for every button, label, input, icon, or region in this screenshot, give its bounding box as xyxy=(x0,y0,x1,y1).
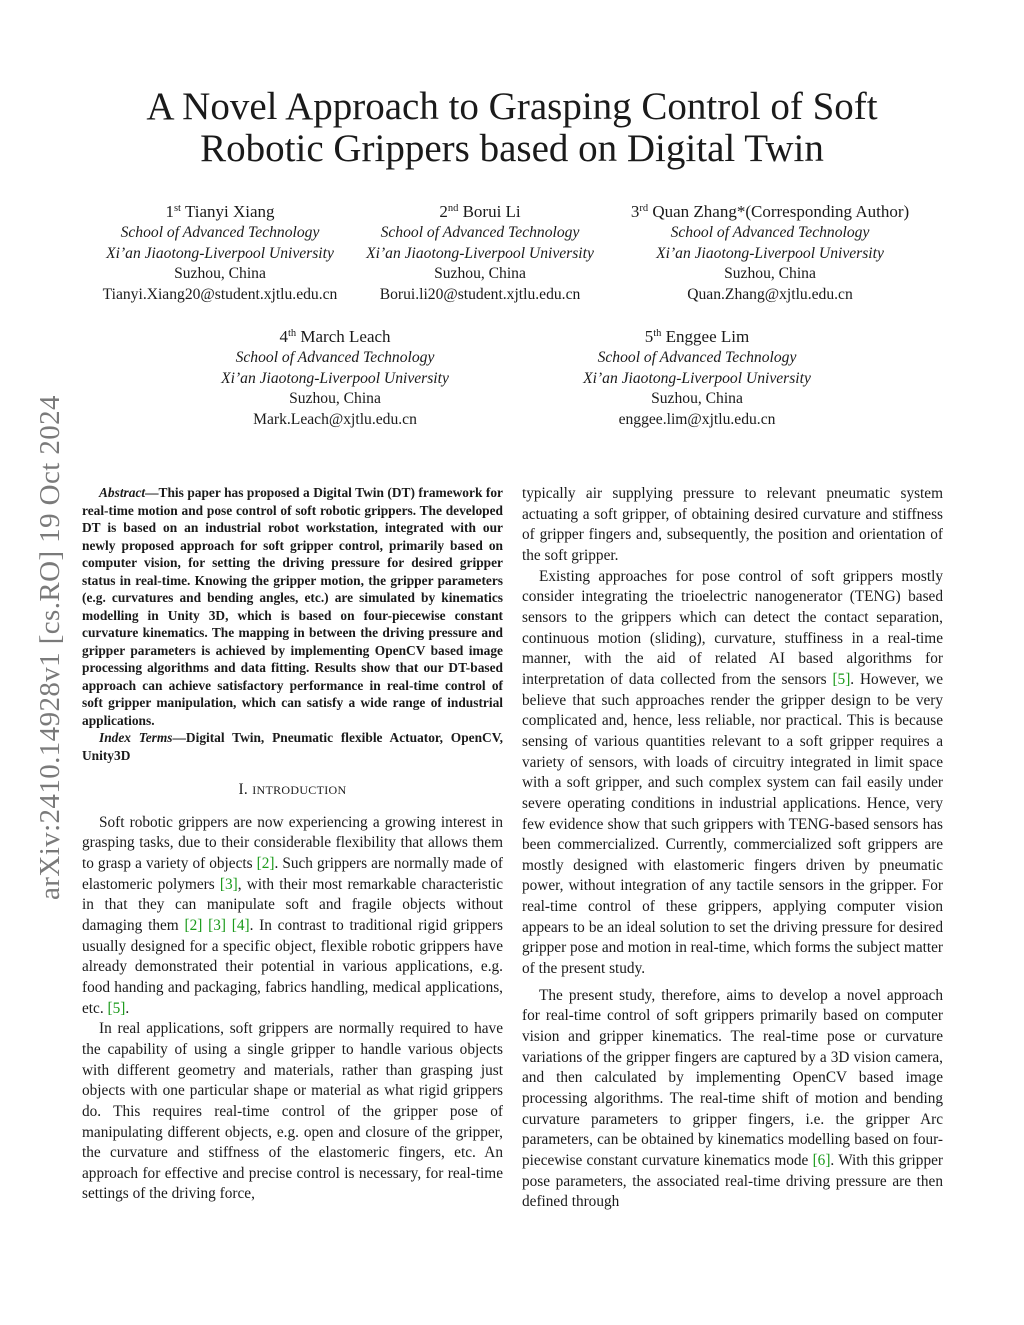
author-block-4 xyxy=(190,326,480,430)
intro-paragraph-1: Soft robotic grippers are now experiencing a growing interest in grasping tasks, due to their considerable flexibility that allows them to grasp a variety of objects [2]. Such grippers are normally made of elastomeric polymers [3], with their most remarkable characteristic in that they can manipulate soft and fragile objects without damaging them [2] [3] [4]. In contrast to traditional rigid grippers usually designed for a specific object, flexible robotic grippers have already demonstrated their potential in various applications, e.g. food handing and packaging, fabrics handling, medical applications, etc. [5]. xyxy=(82,813,503,1017)
arxiv-stamp xyxy=(30,355,70,940)
abstract xyxy=(82,484,503,729)
author-university: Xi’an Jiaotong-Liverpool University xyxy=(366,244,594,262)
abstract-label: Abstract xyxy=(99,485,146,500)
citation-link[interactable]: [2] xyxy=(256,854,275,872)
paper-title xyxy=(80,86,944,170)
author-city: Suzhou, China xyxy=(174,265,266,283)
intro-paragraph-2: In real applications, soft grippers are normally required to have the capability of using a single gripper to handle various objects with different geometry and materials, rather than grasping just objects with one particular shape or material as what rigid grippers do. This requires real-time control of the gripper pose of manipulating different objects, e.g. open and closure of the gripper, the curvature and stiffness of the elastomeric fingers, etc. An approach for effective and precise control is necessary, for real-time settings of the driving force, xyxy=(82,1020,503,1203)
intro-paragraph-5: The present study, therefore, aims to develop a novel approach for real-time control of soft grippers primarily based on computer vision and gripper kinematics. The real-time pose or curvature variations of the gripper fingers are captured by a 3D vision camera, and then calculated by implementing OpenCV based image processing algorithms. The real-time shift of motion and bending curvature parameters to gripper fingers, i.e. the gripper Arc parameters, can be obtained by kinematics modelling based on four-piecewise constant curvature kinematics mode [6]. With this gripper pose parameters, the associated real-time driving pressure are then defined through xyxy=(522,986,943,1211)
author-name: 4th March Leach xyxy=(279,327,391,346)
author-block-5 xyxy=(552,326,842,430)
left-column xyxy=(82,484,503,1205)
author-email[interactable]: Quan.Zhang@xjtlu.edu.cn xyxy=(687,285,853,303)
author-university: Xi’an Jiaotong-Liverpool University xyxy=(221,369,449,387)
citation-link[interactable]: [5] xyxy=(832,670,851,688)
abstract-text: —This paper has proposed a Digital Twin (DT) framework for real-time motion and pose control of soft robotic grippers. The developed DT is based on an industrial robot workstation, integrated with our newly proposed approach for soft gripper control, primarily based on computer vision, for setting the driving pressure for desired gripper status in real-time. Knowing the gripper motion, the gripper parameters (e.g. curvatures and bending angles, etc.) are simulated by kinematics modelling in Unity 3D, which is based on four-piecewise constant curvature kinematics. The mapping in between the driving pressure and gripper parameters is achieved by implementing OpenCV based image processing algorithms and data fitting. Results show that our DT-based approach can achieve satisfactory performance in real-time control of soft gripper manipulation, which can satisfy a wide range of industrial applications. xyxy=(82,485,503,728)
index-terms-text: —Digital Twin, Pneumatic flexible Actuator, OpenCV, Unity3D xyxy=(82,730,503,763)
author-university: Xi’an Jiaotong-Liverpool University xyxy=(583,369,811,387)
author-block-2 xyxy=(345,201,615,305)
author-school: School of Advanced Technology xyxy=(380,224,580,241)
author-university: Xi’an Jiaotong-Liverpool University xyxy=(656,244,884,262)
intro-paragraph-3: typically air supplying pressure to relevant pneumatic system actuating a soft gripper, of obtaining desired curvature and stiffness of gripper fingers and, subsequently, the position and orientation of the soft gripper. xyxy=(522,485,943,564)
author-city: Suzhou, China xyxy=(724,265,816,283)
author-email[interactable]: Mark.Leach@xjtlu.edu.cn xyxy=(253,410,417,428)
right-column xyxy=(522,484,943,1213)
author-name: 3rd Quan Zhang*(Corresponding Author) xyxy=(630,202,910,221)
author-city: Suzhou, China xyxy=(434,265,526,283)
citation-link[interactable]: [3] xyxy=(219,875,238,893)
author-email[interactable]: Tianyi.Xiang20@student.xjtlu.edu.cn xyxy=(102,285,338,303)
author-school: School of Advanced Technology xyxy=(120,224,320,241)
author-email[interactable]: enggee.lim@xjtlu.edu.cn xyxy=(618,410,776,428)
author-university: Xi’an Jiaotong-Liverpool University xyxy=(106,244,334,262)
author-school: School of Advanced Technology xyxy=(597,349,797,366)
author-email[interactable]: Borui.li20@student.xjtlu.edu.cn xyxy=(379,285,581,303)
author-city: Suzhou, China xyxy=(651,390,743,408)
author-name: 1st Tianyi Xiang xyxy=(165,202,275,221)
index-terms xyxy=(82,729,503,764)
title-line-2: Robotic Grippers based on Digital Twin xyxy=(200,127,824,170)
index-terms-label: Index Terms xyxy=(99,730,173,745)
author-name: 5th Enggee Lim xyxy=(644,327,750,346)
author-school: School of Advanced Technology xyxy=(235,349,435,366)
section-heading xyxy=(82,780,503,801)
arxiv-stamp-text: arXiv:2410.14928v1 [cs.RO] 19 Oct 2024 xyxy=(33,395,66,900)
citation-link[interactable]: [4] xyxy=(231,916,250,934)
section-title: INTRODUCTION xyxy=(252,783,347,797)
author-block-3 xyxy=(608,201,932,305)
author-city: Suzhou, China xyxy=(289,390,381,408)
author-school: School of Advanced Technology xyxy=(670,224,870,241)
citation-link[interactable]: [3] xyxy=(208,916,226,934)
author-name: 2nd Borui Li xyxy=(439,202,521,221)
intro-paragraph-4: Existing approaches for pose control of soft grippers mostly consider integrating the trioelectric nanogenerator (TENG) based sensors to the grippers which can detect the contact separation, continuous motion (sliding), curvature, stuffiness in a real-time manner, with the aid of related AI based algorithms for interpretation of data collected from the sensors [5]. However, we believe that such approaches render the gripper design to be very complicated and, hence, less reliable, nor practical. This is because sensing of various quantities relevant to a soft gripper requires a variety of sensors, with loads of circuitry integrated in limit space with a soft gripper, and such complex system can fail easily under severe operating conditions in industrial applications. Hence, very few evidence show that such grippers with TENG-based sensors has been commercialized. Currently, commercialized soft grippers are mostly designed with elastomeric fingers driven by pneumatic power, without integration of any tactile sensors in the gripper. For real-time control of these grippers, applying computer vision appears to be an ideal solution to set the driving pressure for desired gripper pose and motion in real-time, which forms the subject matter of the present study. xyxy=(522,567,943,978)
author-block-1 xyxy=(80,201,360,305)
citation-link[interactable]: [5] xyxy=(107,999,126,1017)
title-line-1: A Novel Approach to Grasping Control of Soft xyxy=(146,85,878,128)
section-number: I. xyxy=(238,781,253,798)
citation-link[interactable]: [2] xyxy=(184,916,203,934)
citation-link[interactable]: [6] xyxy=(812,1152,831,1169)
